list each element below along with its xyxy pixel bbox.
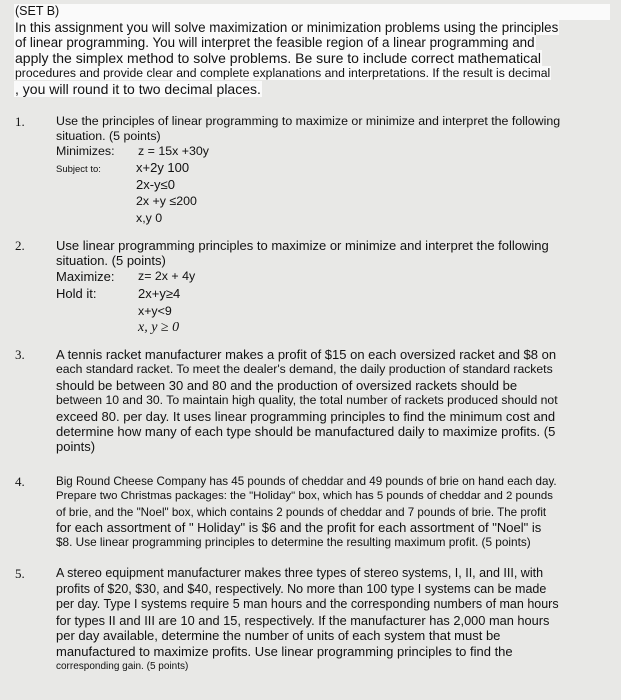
question-text: A stereo equipment manufacturer makes three types of stereo systems, I, II, and III, with profits of $20, $30, and $40, respectively. No more than 100 type I systems can be made per day. Type I systems require 5 man hours and the corresponding numbers of man hours for types II and III are 10 and 15, respectively. If the manufacturer has 2,000 man hours per day available, determine the number of units of each system that must be manufactured to maximize profits. Use linear programming principles to find the corresponding gain. (5 points) [56,566,559,672]
intro-line: apply the simplex method to solve problems. Be sure to include correct mathematical [15,49,542,66]
lp-model [56,269,256,339]
question-text: A tennis racket manufacturer makes a profit of $15 on each oversized racket and $8 on each standard racket. To meet the dealer's demand, the daily production of standard rackets should be between 30 and 80 and the production of oversized rackets should be between 10 and 30. To maintain high quality, the total number of rackets produced should not exceed 80. per day. It uses linear programming principles to find the minimum cost and determine how many of each type should be manufactured daily to maximize profits. (5 points) [56,347,558,455]
question-text: Use the principles of linear programming to maximize or minimize and interpret the following situation. (5 points) [56,114,561,144]
intro-line: , you will round it to two decimal places. [15,80,261,97]
question-number: 1. [15,114,25,129]
question-number: 2. [15,238,25,253]
constraint-label: Hold it: [56,286,97,301]
intro-line: In this assignment you will solve maximization or minimization problems using the principles [15,19,559,35]
objective-label: Minimizes: [56,144,115,158]
question-number: 4. [15,474,25,489]
intro-line: of linear programming. You will interpret the feasible region of a linear programming and [15,35,535,51]
constraint: 2x-y≤0 [136,177,175,192]
set-label: (SET B) [14,4,610,20]
constraint: 2x +y ≤200 [136,194,197,208]
objective-label: Maximize: [56,269,115,284]
constraint: x+2y 100 [136,160,190,175]
constraint: x,y 0 [136,211,163,225]
constraint: x+y<9 [138,304,172,318]
constraint: 2x+y≥4 [138,286,181,301]
question-number: 5. [15,566,25,581]
constraint: x, y ≥ 0 [138,320,180,335]
intro-line: procedures and provide clear and complete explanations and interpretations. If the result is decimal [15,66,551,81]
question-text: Big Round Cheese Company has 45 pounds of cheddar and 49 pounds of brie on hand each day. Prepare two Christmas packages: the "Holiday" box, which has 5 pounds of cheddar and 2 pounds of brie, and the "Noel" box, which contains 2 pounds of cheddar and 7 pounds of brie. The profit for each assortment of " Holiday" is $6 and the profit for each assortment of "Noel" is $8. Use linear programming principles to determine the resulting maximum profit. (5 points) [56,475,557,550]
question-number: 3. [15,347,25,362]
constraint-label: Subject to: [56,164,101,175]
question-text: Use linear programming principles to maximize or minimize and interpret the following situation. (5 points) [56,238,549,269]
objective-function: z = 15x +30y [138,144,209,158]
assignment-header [14,4,610,98]
objective-function: z= 2x + 4y [138,269,196,283]
